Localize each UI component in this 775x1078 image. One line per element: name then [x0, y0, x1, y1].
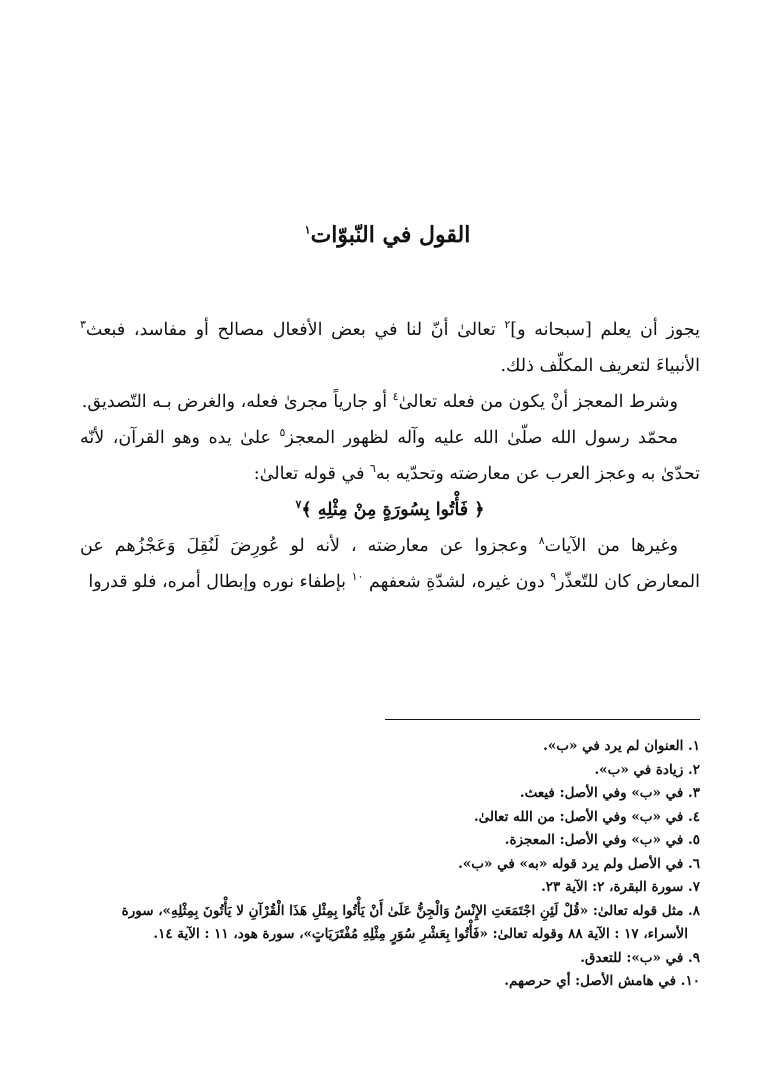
paragraph-text: يجوز أن يعلم [سبحانه و] [510, 320, 700, 340]
footnote: ١٠. في هامش الأصل: أي حرصهم. [504, 973, 700, 989]
footnote: ٥. في «ب» وفي الأصل: المعجزة. [504, 832, 700, 848]
footnote: ٧. سورة البقرة، ٢: الآية ٢٣. [541, 879, 700, 895]
paragraph-text: وشرط المعجز أنْ يكون من فعله تعالىٰ [398, 392, 678, 412]
footnote-marker: ٥ [279, 426, 286, 440]
footnote: ١. العنوان لم يرد في «ب». [543, 738, 700, 754]
paragraph-3 [80, 420, 700, 492]
footnote-marker: ١٠ [351, 570, 364, 584]
title-footnote-marker: ١ [304, 223, 311, 237]
paragraph-text: علىٰ يده وهو القرآن، لأنّه تحدّىٰ به وعجز العرب عن معارضته وتحدّيه به [80, 428, 700, 484]
verse-footnote-marker: ٧ [295, 498, 302, 512]
footnote-continuation: الأسراء، ١٧ : الآية ٨٨ وقوله تعالىٰ: «فَأْتُوا بِعَشْرِ سُوَرٍ مِثْلِهِ مُفْتَرَيَاتٍ»، سورة هود، ١١ : الآية ١٤. [153, 926, 688, 942]
paragraph-text: وعجزوا عن معارضته ، لأنه لو عُورِضَ لَنُقِلَ وَعَجْزُهم عن المعارض كان للتّعذّر [80, 536, 700, 592]
body-text [80, 312, 700, 600]
title-text: القول في النّبوّات [310, 222, 471, 248]
footnote: ٩. في «ب»: للتعدق. [580, 949, 700, 966]
paragraph-text: محمّد رسول الله صلّىٰ الله عليه وآله لظهور المعجز [285, 428, 678, 448]
footnote: ٢. زيادة في «ب». [594, 761, 700, 778]
paragraph-text: دون غيره، لشدّةِ شعفهم [363, 572, 551, 592]
verse-text: ﴿ فَأْتُوا بِسُورَةٍ مِنْ مِثْلِهِ ﴾ [301, 500, 485, 520]
footnote: ٦. في الأصل ولم يرد قوله «به» في «ب». [458, 855, 700, 872]
footnote: ٤. في «ب» وفي الأصل: من الله تعالىٰ. [473, 808, 700, 825]
paragraph-4 [80, 528, 700, 600]
paragraph-2 [80, 384, 700, 420]
paragraph-1 [80, 312, 700, 384]
footnote: ٣. في «ب» وفي الأصل: فيعث. [519, 785, 700, 801]
paragraph-text: أو جارياً مجرىٰ فعله، والغرض بـه التّصديق. [81, 392, 393, 412]
quran-verse [80, 492, 700, 528]
footnote-marker: ٣ [80, 318, 86, 332]
paragraph-text: تعالىٰ أنّ لنا في بعض الأفعال مصالح أو مفاسد، فبعث [85, 320, 505, 340]
footnote-marker: ٤ [392, 390, 399, 404]
paragraph-text: وغيرها من الآيات [544, 536, 678, 556]
paragraph-text: بإطفاء نوره وإبطال أمره، فلو قدروا [88, 572, 352, 592]
footnote-marker: ٦ [370, 462, 376, 476]
footnote-marker: ٢ [504, 318, 511, 332]
footnote-marker: ٨ [538, 534, 545, 548]
footnote-divider [385, 719, 700, 720]
footnotes [80, 735, 700, 994]
footnote: ٨. مثل قوله تعالىٰ: «قُلْ لَئِنِ اجْتَمَعَتِ الإِنْسُ وَالْجِنُّ عَلَىٰ أَنْ يَأْتُوا بِمِثْلِ هَذَا الْقُرْآنِ لا يَأْتُونَ بِمِثْلِهِ»، سورة [121, 902, 700, 919]
paragraph-text: في قوله تعالىٰ: [253, 464, 371, 484]
footnote-marker: ٩ [550, 570, 557, 584]
paragraph-text: الأنبياءَ لتعريف المكلّف ذلك. [500, 356, 700, 376]
page-title [0, 222, 775, 248]
